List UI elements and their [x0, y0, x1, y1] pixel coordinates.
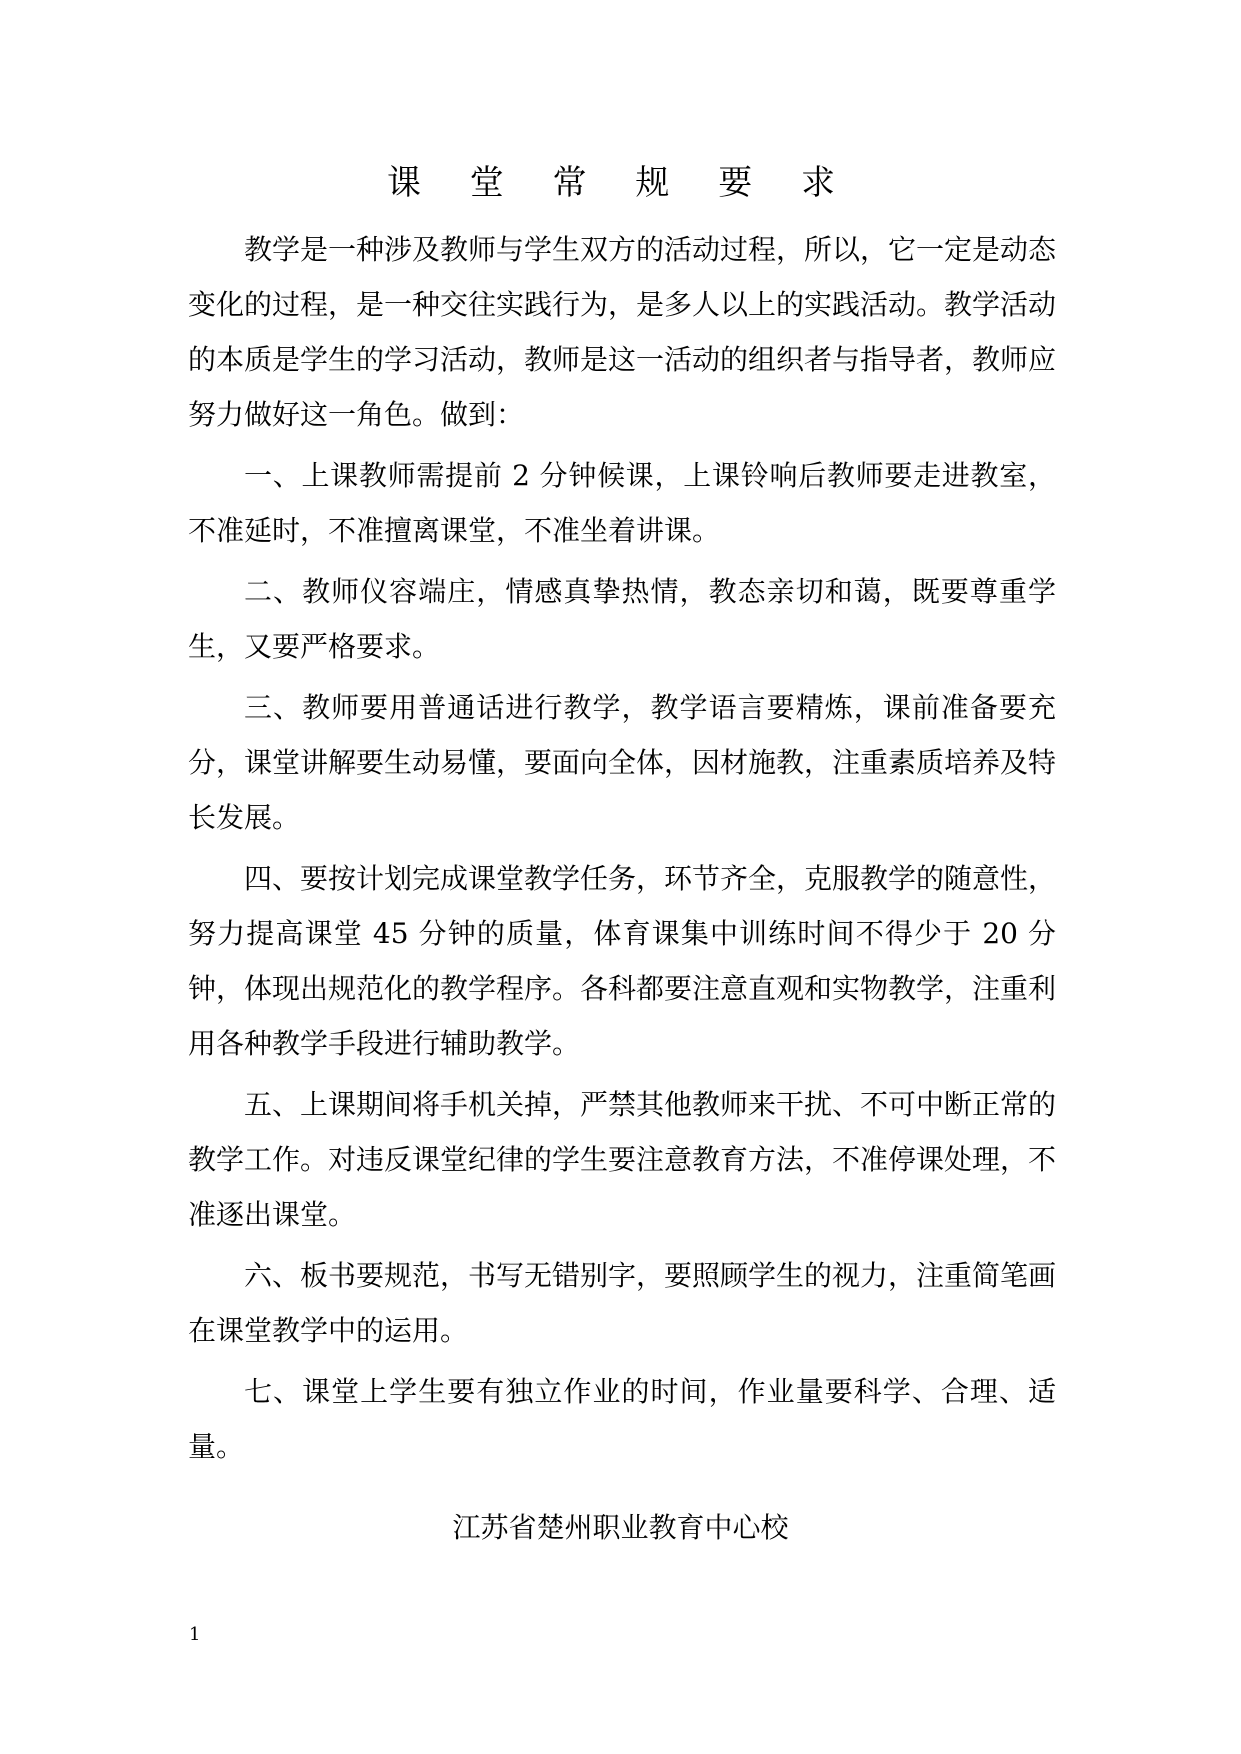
issuer-signature: 江苏省楚州职业教育中心校 — [452, 1511, 789, 1544]
rule-4-paragraph: 四、要按计划完成课堂教学任务，环节齐全，克服教学的随意性，努力提高课堂 45 分钟的质量，体育课集中训练时间不得少于 20 分钟，体现出规范化的教学程序。各科都要注意直观和实物教学，注重利用各种教学手段进行辅助教学。 — [188, 862, 1057, 1060]
rule-7-paragraph: 七、课堂上学生要有独立作业的时间，作业量要科学、合理、适量。 — [188, 1375, 1056, 1463]
rule-2-paragraph: 二、教师仪容端庄，情感真挚热情，教态亲切和蔼，既要尊重学生，又要严格要求。 — [188, 575, 1056, 663]
rule-6-paragraph: 六、板书要规范，书写无错别字，要照顾学生的视力，注重简笔画在课堂教学中的运用。 — [188, 1259, 1057, 1347]
page-number: 1 — [189, 1624, 201, 1645]
document-body — [188, 222, 1056, 1480]
rule-3-paragraph: 三、教师要用普通话进行教学，教学语言要精炼，课前准备要充分，课堂讲解要生动易懂，要面向全体，因材施教，注重素质培养及特长发展。 — [188, 691, 1057, 834]
page-title: 课 堂 常 规 要 求 — [386, 163, 855, 203]
rule-1-paragraph: 一、上课教师需提前 2 分钟候课，上课铃响后教师要走进教室，不准延时，不准擅离课堂，不准坐着讲课。 — [188, 459, 1056, 547]
intro-paragraph: 教学是一种涉及教师与学生双方的活动过程，所以，它一定是动态变化的过程，是一种交往实践行为，是多人以上的实践活动。教学活动的本质是学生的学习活动，教师是这一活动的组织者与指导者，教师应努力做好这一角色。做到： — [188, 233, 1057, 431]
rule-5-paragraph: 五、上课期间将手机关掉，严禁其他教师来干扰、不可中断正常的教学工作。对违反课堂纪律的学生要注意教育方法，不准停课处理，不准逐出课堂。 — [188, 1088, 1057, 1231]
